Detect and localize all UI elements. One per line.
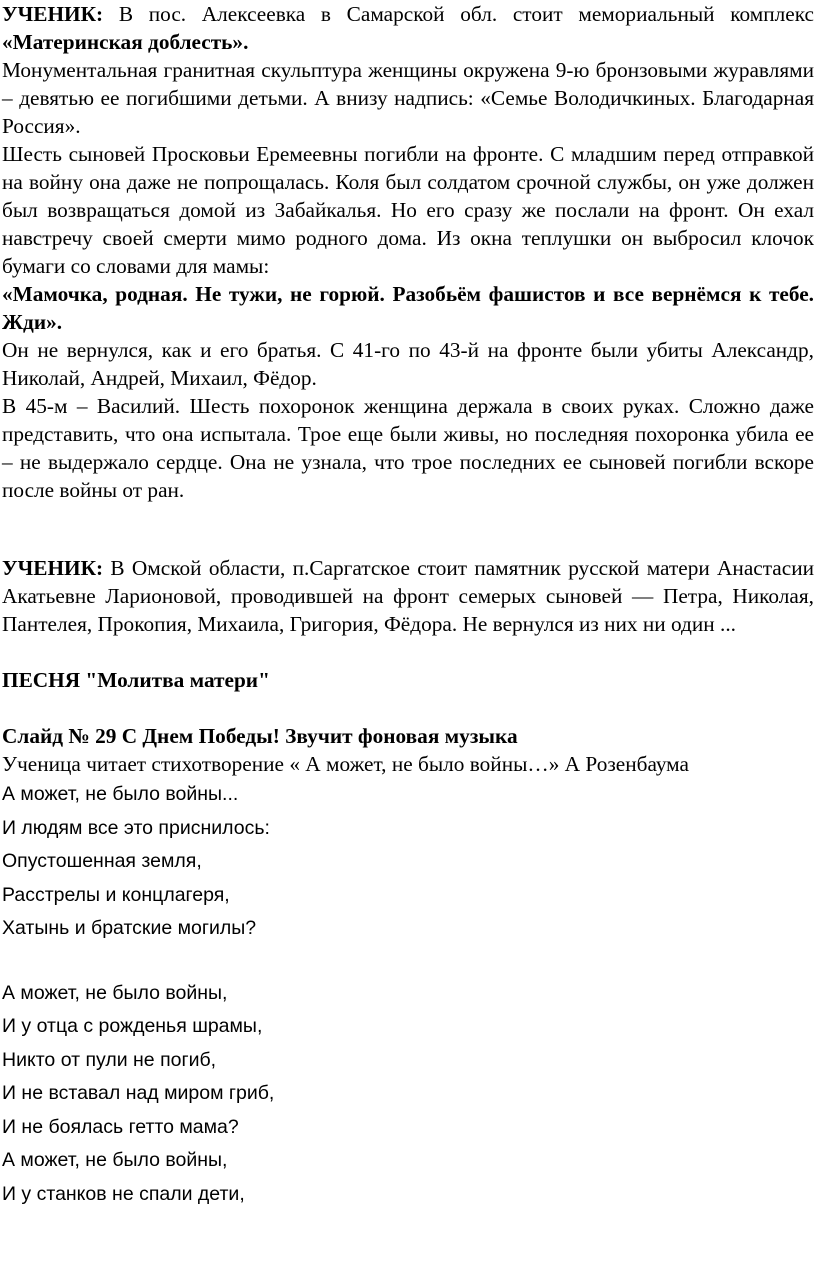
poem-line: А может, не было войны,	[2, 1149, 228, 1171]
paragraph-sculpture: Монументальная гранитная скульптура женщины окружена 9-ю бронзовыми журавлями – девятью ее погибшими детьми. А внизу надпись: «Семье Володичкиных. Благодарная Россия».	[2, 58, 814, 138]
spacer	[2, 946, 814, 977]
section-slide	[2, 722, 814, 778]
section-ucenik-1	[2, 0, 814, 504]
speaker-label: УЧЕНИК:	[2, 556, 104, 580]
poem-line: А может, не было войны...	[2, 783, 239, 805]
poem-line: И не боялась гетто мама?	[2, 1115, 239, 1138]
memorial-intro-text: В пос. Алексеевка в Самарской обл. стоит мемориальный комплекс	[103, 2, 814, 26]
poem	[2, 778, 814, 1211]
spacer	[2, 638, 814, 666]
poem-line: А может, не было войны,	[2, 981, 228, 1004]
slide-heading: Слайд № 29 С Днем Победы! Звучит фоновая музыка	[2, 724, 518, 748]
spacer	[2, 504, 814, 554]
poem-line: Расстрелы и концлагеря,	[2, 883, 230, 906]
memorial-name: «Материнская доблесть».	[2, 30, 249, 54]
poem-line: Опустошенная земля,	[2, 850, 202, 872]
section-ucenik-2	[2, 554, 814, 638]
paragraph-quote: «Мамочка, родная. Не тужи, не горюй. Разобьём фашистов и все вернёмся к тебе. Жди».	[2, 282, 814, 334]
paragraph-six-sons: Шесть сыновей Просковьи Еремеевны погибли на фронте. С младшим перед отправкой на войну она даже не попрощалась. Коля был солдатом срочной службы, он уже должен был возвращаться домой из Забайкалья. Но его сразу же послали на фронт. Он ехал навстречу своей смерти мимо родного дома. Из окна теплушки он выбросил клочок бумаги со словами для мамы:	[2, 142, 814, 278]
poem-line: Хатынь и братские могилы?	[2, 917, 257, 939]
poem-line: И не вставал над миром гриб,	[2, 1082, 275, 1104]
poem-line: И у станков не спали дети,	[2, 1182, 245, 1205]
paragraph-brothers: Он не вернулся, как и его братья. С 41-го по 43-й на фронте были убиты Александр, Николай, Андрей, Михаил, Фёдор.	[2, 338, 814, 390]
paragraph-vasily: В 45-м – Василий. Шесть похоронок женщина держала в своих руках. Сложно даже представить, что она испытала. Трое еще были живы, но последняя похоронка убила ее – не выдержало сердце. Она не узнала, что трое последних ее сыновей погибли вскоре после войны от ран.	[2, 394, 814, 502]
poem-intro: Ученица читает стихотворение « А может, не было войны…» А Розенбаума	[2, 752, 689, 776]
poem-stanza-2	[2, 977, 814, 1212]
speaker-label: УЧЕНИК:	[2, 2, 104, 26]
song-heading: ПЕСНЯ "Молитва матери"	[2, 668, 270, 692]
section-song	[2, 666, 814, 694]
poem-line: И людям все это приснилось:	[2, 816, 270, 839]
paragraph-memorial	[2, 0, 814, 56]
paragraph-omsk	[2, 554, 814, 638]
poem-line: И у отца с рожденья шрамы,	[2, 1015, 263, 1037]
poem-line: Никто от пули не погиб,	[2, 1048, 217, 1071]
omsk-text: В Омской области, п.Саргатское стоит памятник русской матери Анастасии Акатьевне Ларионовой, проводившей на фронт семерых сыновей — Петра, Николая, Пантелея, Прокопия, Михаила, Григория, Фёдора. Не вернулся из них ни один ...	[2, 556, 814, 636]
poem-stanza-1	[2, 778, 814, 946]
spacer	[2, 694, 814, 722]
